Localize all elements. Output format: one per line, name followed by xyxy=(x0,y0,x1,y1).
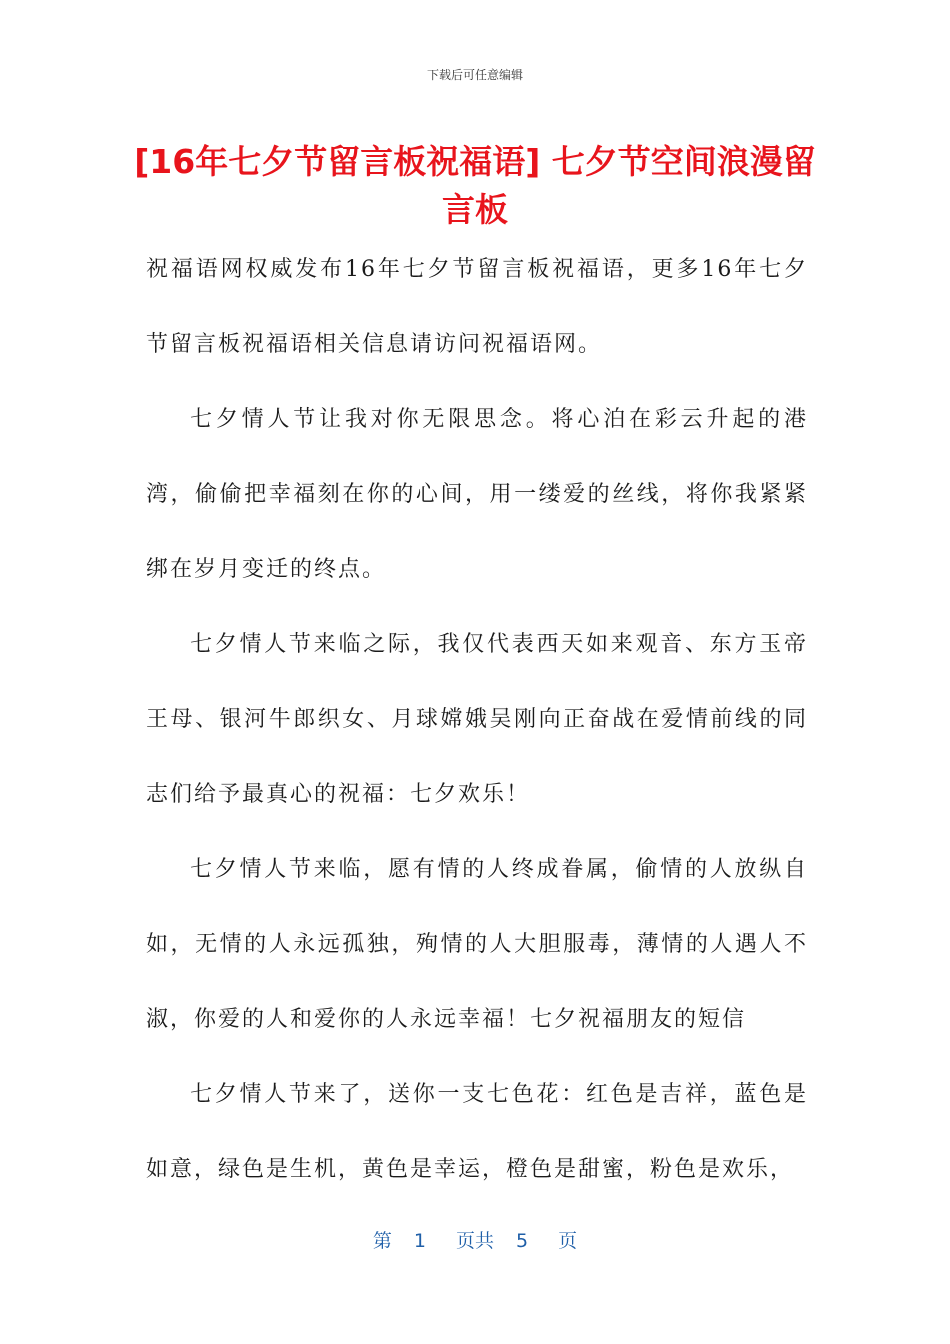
document-body xyxy=(146,232,808,1207)
page-footer xyxy=(0,1226,950,1253)
footer-prefix: 第 xyxy=(372,1230,392,1252)
header-note: 下载后可任意编辑 xyxy=(426,68,523,82)
document-title: [16年七夕节留言板祝福语] 七夕节空间浪漫留言板 xyxy=(134,142,816,229)
footer-suffix: 页 xyxy=(558,1230,578,1252)
paragraph: 七夕情人节让我对你无限思念。将心泊在彩云升起的港湾，偷偷把幸福刻在你的心间，用一缕爱的丝线，将你我紧紧绑在岁月变迁的终点。 xyxy=(146,407,808,582)
footer-middle: 页共 xyxy=(455,1230,494,1252)
paragraph: 七夕情人节来临之际，我仅代表西天如来观音、东方玉帝王母、银河牛郎织女、月球嫦娥吴刚向正奋战在爱情前线的同志们给予最真心的祝福：七夕欢乐！ xyxy=(146,632,808,807)
paragraph: 七夕情人节来临，愿有情的人终成眷属，偷情的人放纵自如，无情的人永远孤独，殉情的人大胆服毒，薄情的人遇人不淑，你爱的人和爱你的人永远幸福！七夕祝福朋友的短信 xyxy=(146,857,808,1032)
paragraph: 七夕情人节来了，送你一支七色花：红色是吉祥，蓝色是如意，绿色是生机，黄色是幸运，橙色是甜蜜，粉色是欢乐， xyxy=(146,1082,808,1182)
paragraph: 祝福语网权威发布16年七夕节留言板祝福语，更多16年七夕节留言板祝福语相关信息请访问祝福语网。 xyxy=(146,257,808,357)
current-page-number: 1 xyxy=(413,1230,426,1252)
total-page-number: 5 xyxy=(516,1230,529,1252)
